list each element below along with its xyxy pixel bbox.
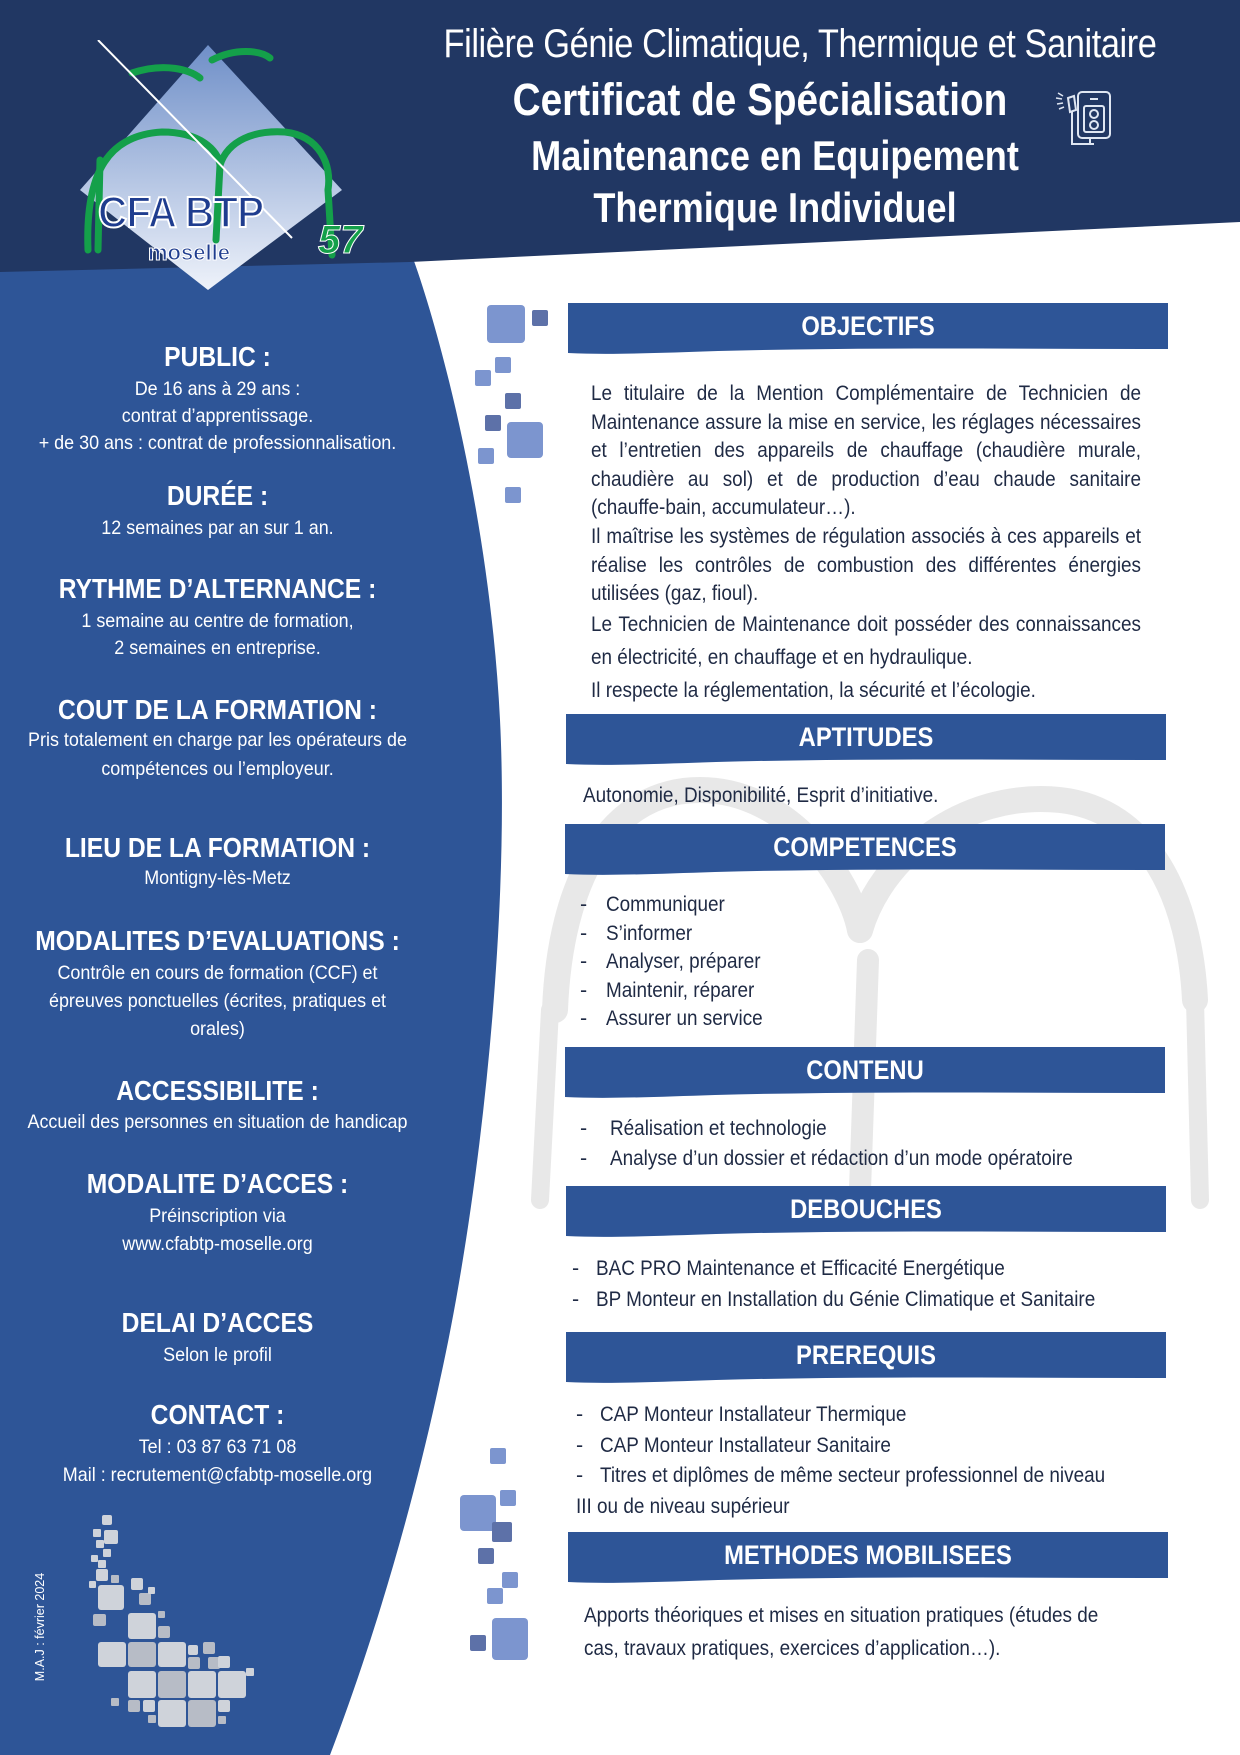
objectifs-paragraph: Il respecte la réglementation, la sécurité et l’écologie. <box>591 677 1036 702</box>
list-item: - Communiquer <box>580 892 725 916</box>
methodes-line: Apports théoriques et mises en situation pratiques (études de <box>584 1603 1099 1627</box>
update-note: M.A.J : février 2024 <box>33 1572 47 1682</box>
section-title-prerequis: PREREQUIS <box>796 1340 936 1370</box>
section-title: MODALITES D’EVALUATIONS : <box>35 925 400 956</box>
section-bar-contenu <box>565 1047 1165 1099</box>
section-line: + de 30 ans : contrat de professionnalisation. <box>38 432 397 454</box>
sidebar-modalites-evaluations <box>0 924 435 1043</box>
section-title: CONTACT : <box>150 1399 285 1430</box>
objectifs-paragraph: Le Technicien de Maintenance doit posséder des connaissances en électricité, en chauffage et en hydraulique. <box>591 611 1141 669</box>
section-title-contenu: CONTENU <box>806 1055 924 1085</box>
list-item: - CAP Monteur Installateur Thermique <box>576 1402 907 1426</box>
methodes-text <box>584 1599 1168 1665</box>
section-line: Contrôle en cours de formation (CCF) et <box>57 962 378 984</box>
list-item: - Analyser, préparer <box>580 949 761 973</box>
section-line: épreuves ponctuelles (écrites, pratiques et <box>48 990 387 1012</box>
section-title: COUT DE LA FORMATION : <box>58 694 377 725</box>
list-item: - Assurer un service <box>580 1006 763 1030</box>
cfa-btp-logo <box>70 40 370 300</box>
contact-phone[interactable]: Tel : 03 87 63 71 08 <box>138 1436 297 1458</box>
section-line: Pris totalement en charge par les opérateurs de <box>28 729 407 751</box>
section-title: ACCESSIBILITE : <box>116 1075 319 1106</box>
sidebar-website-link[interactable]: www.cfabtp-moselle.org <box>122 1233 313 1255</box>
list-item: - Maintenir, réparer <box>580 977 755 1002</box>
objectifs-text <box>591 379 1141 704</box>
debouches-list <box>572 1254 1163 1315</box>
section-title-debouches: DEBOUCHES <box>790 1194 942 1224</box>
section-bar-competences <box>565 824 1165 876</box>
section-line: compétences ou l’employeur. <box>101 758 334 780</box>
list-item: - S’informer <box>580 920 693 945</box>
sidebar-public <box>0 340 435 457</box>
sidebar-accessibilite <box>0 1074 435 1136</box>
logo-region: moselle <box>148 240 230 265</box>
section-title-competences: COMPETENCES <box>773 832 957 862</box>
methodes-line: cas, travaux pratiques, exercices d’application…). <box>584 1636 1001 1660</box>
list-item: - Analyse d’un dossier et rédaction d’un mode opératoire <box>580 1146 1073 1170</box>
section-title: DELAI D’ACCES <box>121 1307 314 1338</box>
list-item: - Titres et diplômes de même secteur professionnel de niveau <box>576 1463 1106 1487</box>
logo-number: 57 <box>318 218 363 262</box>
sidebar-lieu <box>0 831 435 892</box>
list-item: - BP Monteur en Installation du Génie Climatique et Sanitaire <box>572 1286 1096 1311</box>
section-title: DURÉE : <box>166 480 269 511</box>
contenu-list <box>580 1114 1136 1174</box>
section-title: LIEU DE LA FORMATION : <box>64 832 371 863</box>
aptitudes-text: Autonomie, Disponibilité, Esprit d’initiative. <box>583 783 939 807</box>
sidebar-delai-acces <box>0 1306 435 1369</box>
list-item: - BAC PRO Maintenance et Efficacité Energétique <box>572 1256 1005 1280</box>
section-title: RYTHME D’ALTERNANCE : <box>58 573 377 604</box>
sidebar-cout <box>0 693 435 783</box>
contact-email-link[interactable]: Mail : recrutement@cfabtp-moselle.org <box>62 1464 373 1486</box>
prerequis-list <box>576 1400 1174 1522</box>
section-title: MODALITE D’ACCES : <box>86 1168 349 1199</box>
section-title-objectifs: OBJECTIFS <box>801 311 935 341</box>
sidebar-duree <box>0 479 435 542</box>
sidebar-contact <box>0 1398 435 1489</box>
program-title-line1: Maintenance en Equipement <box>531 132 1019 179</box>
section-line: contrat d’apprentissage. <box>121 405 314 427</box>
section-line: 1 semaine au centre de formation, <box>81 610 354 632</box>
water-heater-icon <box>1048 86 1118 156</box>
section-bar-prerequis <box>566 1332 1166 1384</box>
list-item: - CAP Monteur Installateur Sanitaire <box>576 1432 891 1457</box>
section-title-aptitudes: APTITUDES <box>798 722 934 752</box>
section-bar-objectifs <box>568 303 1168 355</box>
section-title-methodes: METHODES MOBILISEES <box>724 1540 1012 1570</box>
section-line: 12 semaines par an sur 1 an. <box>101 517 334 539</box>
objectifs-paragraph: Il maîtrise les systèmes de régulation associés à ces appareils et réalise les contrôles de combustion des différentes énergies utilisées (gaz, fioul). <box>591 523 1141 606</box>
section-line: Montigny-lès-Metz <box>144 867 291 889</box>
program-title-line2: Thermique Individuel <box>593 184 957 231</box>
section-bar-methodes <box>568 1532 1168 1584</box>
decorative-squares-top <box>475 305 548 503</box>
section-line: De 16 ans à 29 ans : <box>134 378 301 400</box>
competences-list <box>580 890 784 1033</box>
section-line: Accueil des personnes en situation de handicap <box>27 1111 408 1133</box>
section-bar-debouches <box>566 1186 1166 1238</box>
section-bar-aptitudes <box>566 714 1166 766</box>
section-title: PUBLIC : <box>164 341 271 372</box>
filiere-title: Filière Génie Climatique, Thermique et Sanitaire <box>443 22 1157 66</box>
sidebar-modalite-acces <box>0 1167 435 1258</box>
section-line: Selon le profil <box>163 1344 272 1366</box>
section-line: 2 semaines en entreprise. <box>114 637 321 659</box>
section-line: Préinscription via <box>149 1205 286 1227</box>
list-item-continuation: III ou de niveau supérieur <box>576 1493 790 1518</box>
certificate-title: Certificat de Spécialisation <box>512 74 1008 125</box>
sidebar-rythme <box>0 572 435 662</box>
logo-name: CFA BTP <box>98 188 264 237</box>
list-item: - Réalisation et technologie <box>580 1116 827 1140</box>
section-line: orales) <box>190 1018 245 1040</box>
decorative-squares-bottom <box>460 1448 528 1660</box>
objectifs-paragraph: Le titulaire de la Mention Complémentaire de Technicien de Maintenance assure la mise en service, les réglages nécessaires et l’entretien des appareils de chauffage (chaudière murale, chaudière au sol) et de production d’eau chaude sanitaire (chauffe-bain, accumulateur…). <box>591 381 1141 520</box>
